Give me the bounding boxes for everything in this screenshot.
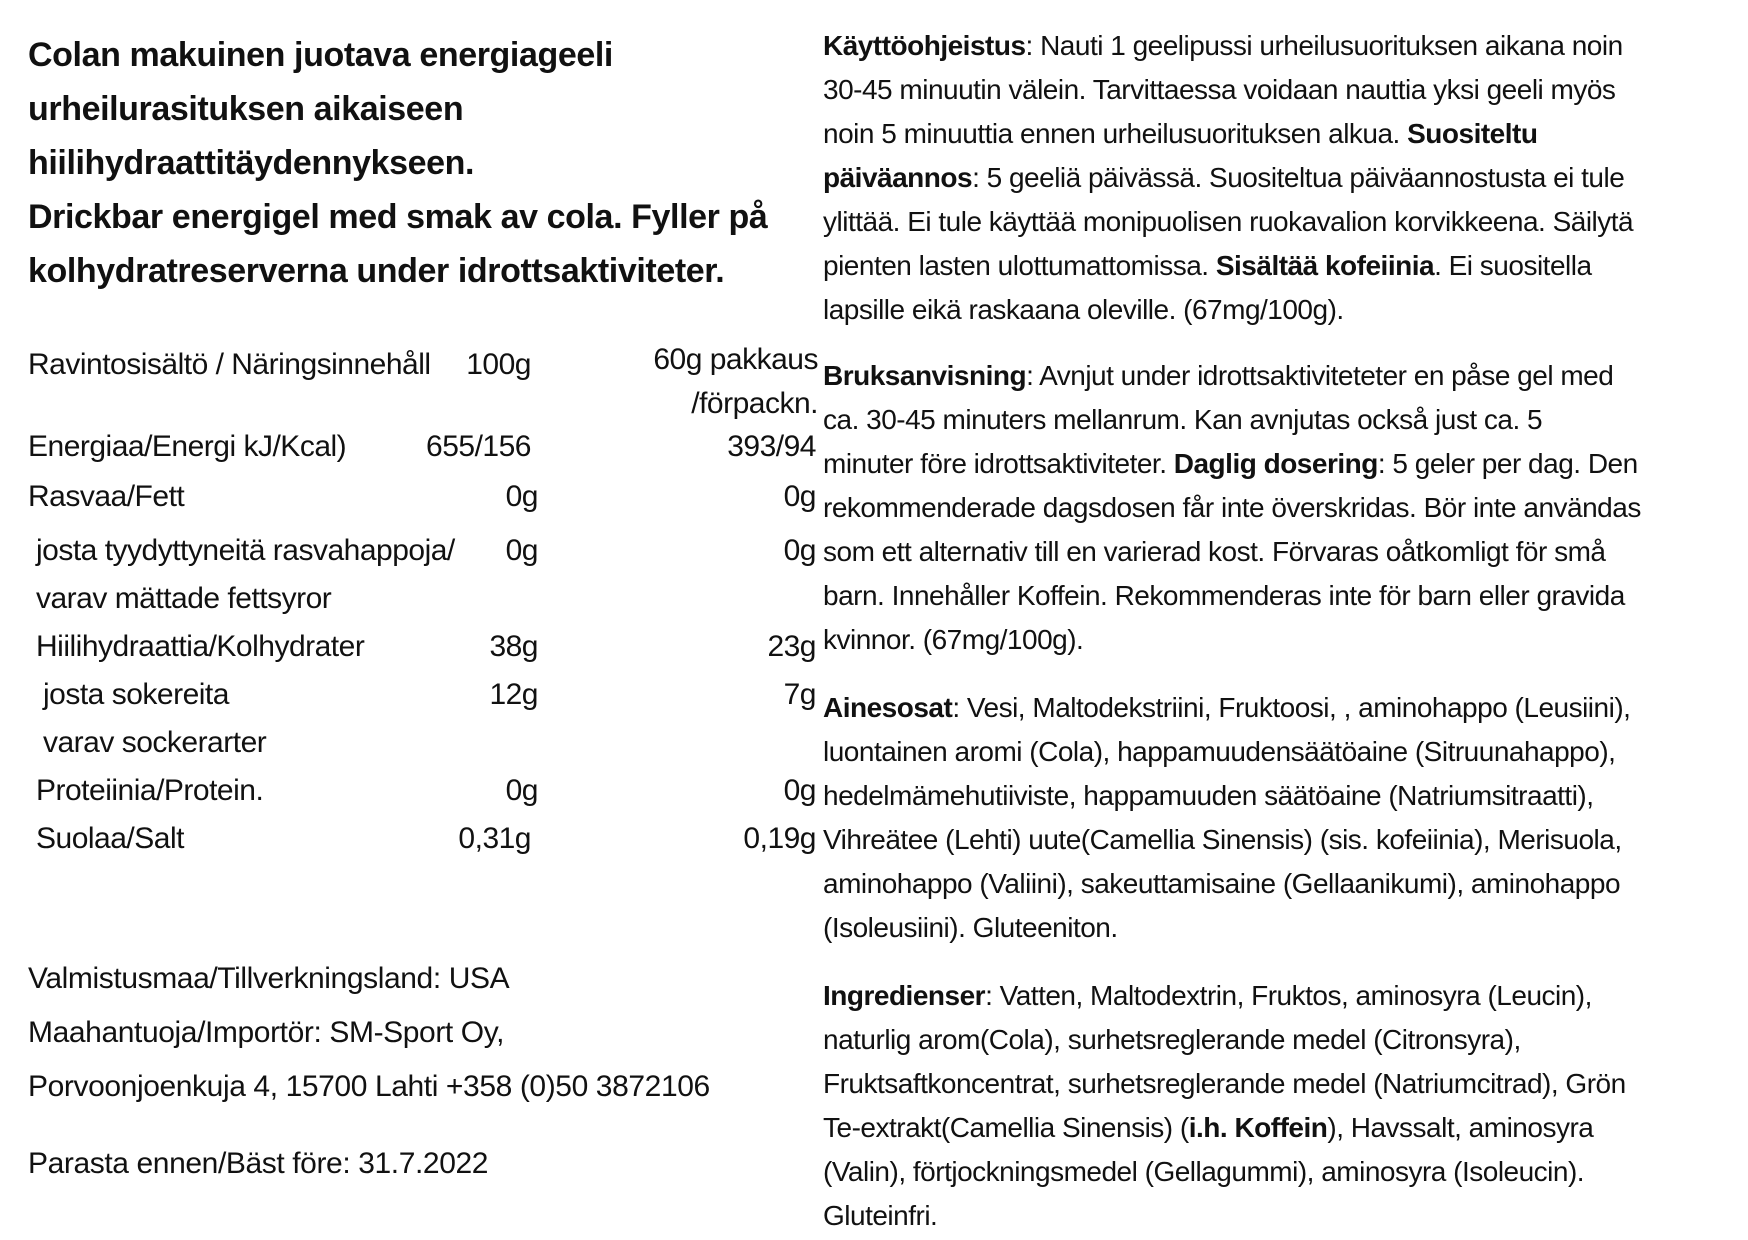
usage-fi-bold: Sisältää kofeiinia [1215,250,1435,281]
ingredients-sv-bold: i.h. Koffein [1188,1112,1328,1143]
nutrition-row-perpack: 0g [783,480,816,513]
header-col2-line2: /förpackn. [691,387,818,420]
ingredients-sv-text: Fruktsaftkoncentrat, surhetsreglerande medel (Natriumcitrad), Grön [823,1068,1626,1099]
usage-fi-text: noin 5 minuuttia ennen urheilusuorituksen alkua. [823,118,1408,149]
title-line: kolhydratreserverna under idrottsaktiviteter. [28,252,725,290]
ingredients-sv-text: (Valin), förtjockningsmedel (Gellagummi), aminosyra (Isoleucin). [823,1156,1585,1187]
product-title [28,28,818,298]
nutrition-row [28,428,818,480]
usage-fi-text: pienten lasten ulottumattomissa. [823,250,1216,281]
usage-fi-text: : Nauti 1 geelipussi urheilusuorituksen aikana noin [1025,30,1623,61]
usage-fi-text: . Ei suositella [1434,250,1592,281]
ingredients-sv [823,974,1728,1238]
nutrition-row [28,678,818,726]
importer-name: Maahantuoja/Importör: SM-Sport Oy, [28,1016,505,1049]
usage-fi-bold: päiväannos [823,162,973,193]
usage-fi-text: 30-45 minuutin välein. Tarvittaessa voidaan nauttia yksi geeli myös [823,74,1616,105]
usage-sv-text: : 5 geler per dag. Den [1377,448,1638,479]
ingredients-sv-text: naturlig arom(Cola), surhetsreglerande medel (Citronsyra), [823,1024,1521,1055]
nutrition-row-label: Suolaa/Salt [36,822,184,855]
usage-fi-text: : 5 geeliä päivässä. Suositeltua päiväannostusta ei tule [972,162,1625,193]
nutrition-row-label: josta sokereita [43,678,229,711]
ingredients-fi-text: (Isoleusiini). Gluteeniton. [823,912,1118,943]
nutrition-row [28,534,818,582]
best-before: Parasta ennen/Bäst före: 31.7.2022 [28,1147,489,1180]
nutrition-row-label: Energiaa/Energi kJ/Kcal) [28,430,347,463]
title-line: Drickbar energigel med smak av cola. Fyller på [28,198,768,236]
usage-fi-text: ylittää. Ei tule käyttää monipuolisen ruokavalion korvikkeena. Säilytä [823,206,1634,237]
nutrition-row-per100: 12g [489,678,538,711]
title-line: urheilurasituksen aikaiseen [28,90,464,128]
ingredients-sv-text: Gluteinfri. [823,1200,938,1231]
ingredients-fi-text: hedelmämehutiiviste, happamuuden säätöaine (Natriumsitraatti), [823,780,1594,811]
ingredients-fi [823,686,1728,950]
nutrition-row [28,774,818,822]
ingredients-fi-text: Vihreätee (Lehti) uute(Camellia Sinensis) (sis. kofeiinia), Merisuola, [823,824,1622,855]
usage-fi-text: lapsille eikä raskaana oleville. (67mg/100g). [823,294,1344,325]
ingredients-fi-text: luontainen aromi (Cola), happamuudensäätöaine (Sitruunahappo), [823,736,1616,767]
importer-address: Porvoonjoenkuja 4, 15700 Lahti +358 (0)50 3872106 [28,1070,710,1103]
ingredients-sv-text: ), Havssalt, aminosyra [1327,1112,1594,1143]
usage-sv-heading: Bruksanvisning [823,360,1027,391]
nutrition-row [28,630,818,678]
nutrition-row-per100: 0g [505,480,538,513]
nutrition-row-per100: 0g [505,774,538,807]
usage-sv [823,354,1728,662]
nutrition-header-perpack [653,340,818,426]
usage-sv-bold: Daglig dosering [1173,448,1378,479]
header-col2-line1: 60g pakkaus [653,343,818,376]
usage-sv-text: minuter före idrottsaktiviteter. [823,448,1174,479]
nutrition-row-perpack: 0g [783,774,816,807]
nutrition-row-label: Hiilihydraattia/Kolhydrater [36,630,365,663]
nutrition-row-perpack: 0,19g [743,822,816,855]
ingredients-sv-text: : Vatten, Maltodextrin, Fruktos, aminosyra (Leucin), [985,980,1592,1011]
usage-fi-heading: Käyttöohjeistus [823,30,1026,61]
usage-sv-text: barn. Innehåller Koffein. Rekommenderas inte för barn eller gravida [823,580,1625,611]
nutrition-row-per100: 0g [505,534,538,567]
nutrition-row-perpack: 7g [783,678,816,711]
nutrition-row [28,726,818,774]
nutrition-row [28,582,818,630]
usage-sv-text: ca. 30-45 minuters mellanrum. Kan avnjutas också just ca. 5 [823,404,1543,435]
ingredients-fi-text: : Vesi, Maltodekstriini, Fruktoosi, , aminohappo (Leusiini), [952,692,1631,723]
nutrition-table [28,340,818,870]
nutrition-row-label: josta tyydyttyneitä rasvahappoja/ [36,534,455,567]
nutrition-row-per100: 655/156 [426,430,531,463]
ingredients-sv-text: Te-extrakt(Camellia Sinensis) ( [823,1112,1189,1143]
usage-fi [823,24,1728,332]
nutrition-row-label: varav sockerarter [43,726,267,759]
nutrition-row-perpack: 23g [767,630,816,663]
nutrition-row [28,480,818,534]
nutrition-header-per100: 100g [466,348,531,381]
nutrition-row-per100: 0,31g [458,822,531,855]
ingredients-fi-heading: Ainesosat [823,692,953,723]
usage-sv-text: kvinnor. (67mg/100g). [823,624,1084,655]
usage-sv-text: som ett alternativ till en varierad kost. Förvaras oåtkomligt för små [823,536,1606,567]
nutrition-header [28,340,818,428]
usage-fi-bold: Suositeltu [1407,118,1538,149]
origin-country: Valmistusmaa/Tillverkningsland: USA [28,962,510,995]
nutrition-row-label: Proteiinia/Protein. [36,774,264,807]
usage-sv-text: : Avnjut under idrottsaktivitetеter en påse gel med [1026,360,1614,391]
origin-info [28,952,710,1114]
ingredients-fi-text: aminohappo (Valiini), sakeuttamisaine (Gellaanikumi), aminohappo [823,868,1621,899]
nutrition-row-label: Rasvaa/Fett [28,480,185,513]
nutrition-row [28,822,818,870]
usage-sv-text: rekommenderade dagsdosen får inte överskridas. Bör inte användas [823,492,1641,523]
ingredients-sv-heading: Ingredienser [823,980,986,1011]
nutrition-row-per100: 38g [489,630,538,663]
nutrition-row-label: varav mättade fettsyror [36,582,332,615]
title-line: Colan makuinen juotava energiageeli [28,36,613,74]
title-line: hiilihydraattitäydennykseen. [28,144,475,182]
nutrition-row-perpack: 393/94 [727,430,816,463]
nutrition-header-label: Ravintosisältö / Näringsinnehåll [28,348,431,381]
nutrition-row-perpack: 0g [783,534,816,567]
